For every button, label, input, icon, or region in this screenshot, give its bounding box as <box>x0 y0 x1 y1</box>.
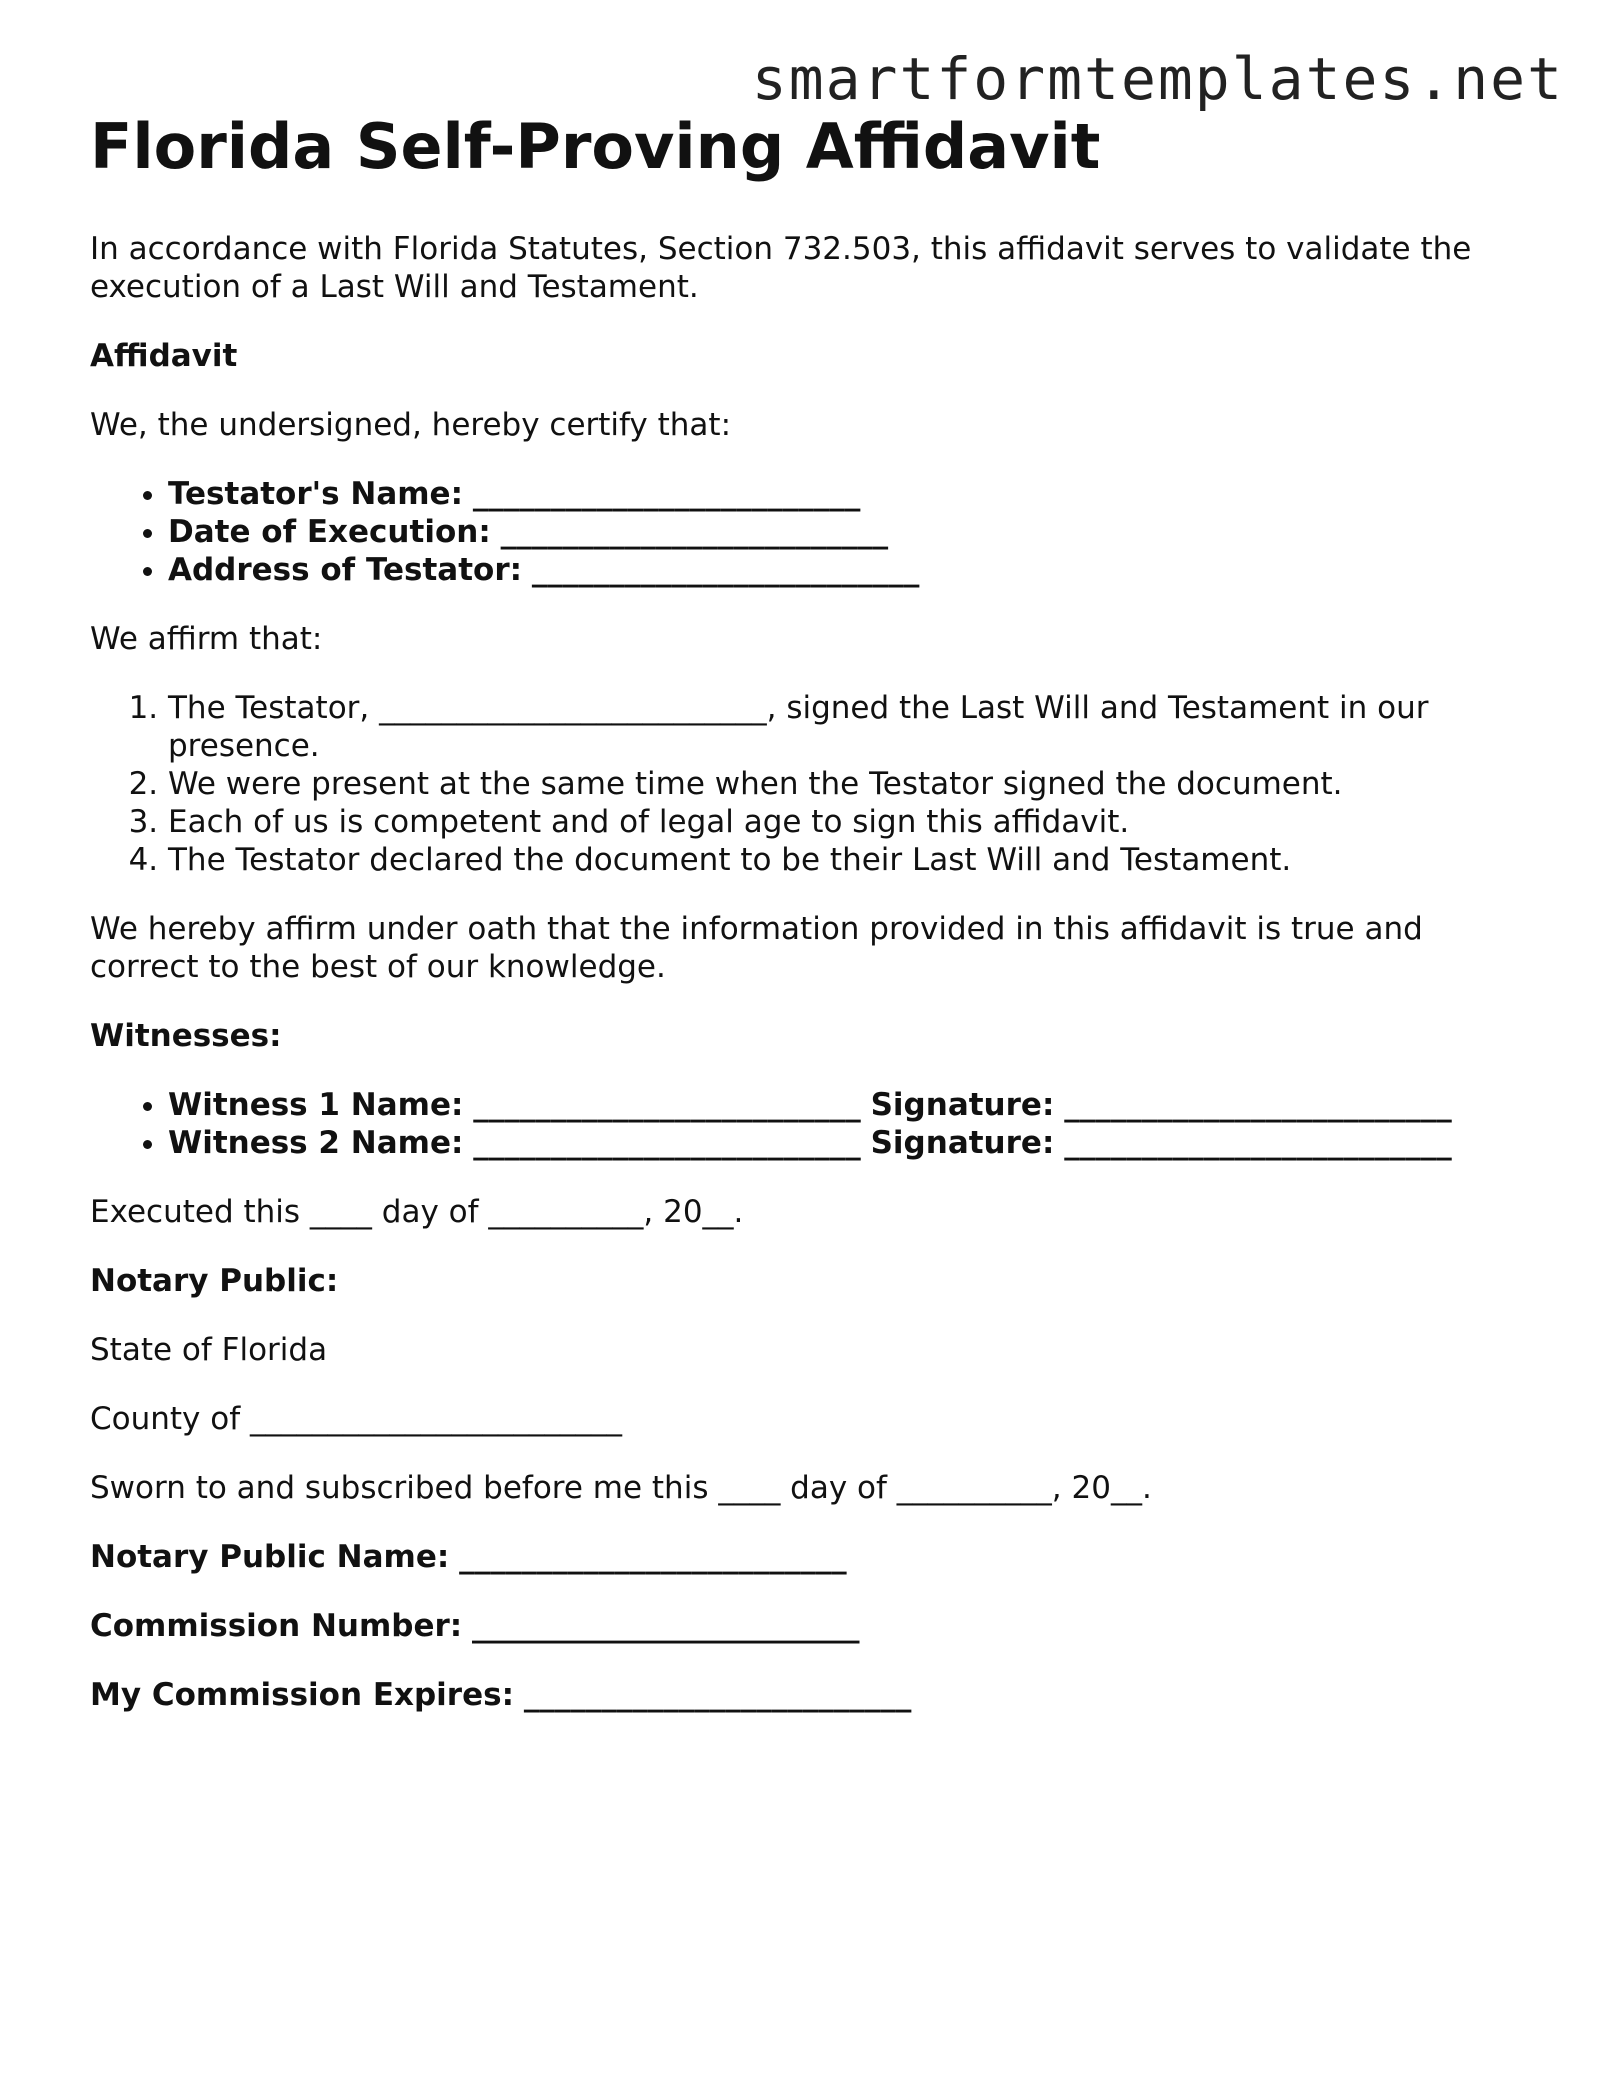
testator-name-label: Testator's Name: <box>168 476 463 512</box>
executed-line: Executed this ____ day of __________, 20__. <box>90 1194 744 1230</box>
county-line: County of ________________________ <box>90 1401 622 1437</box>
affirmation-item: 1. The Testator, _________________________, signed the Last Will and Testament in our presence. <box>168 689 1530 765</box>
certify-text: We, the undersigned, hereby certify that: <box>90 407 732 443</box>
commission-expires-label: My Commission Expires: <box>90 1677 514 1713</box>
oath-paragraph: We hereby affirm under oath that the information provided in this affidavit is true and correct to the best of our knowledge. <box>90 911 1423 985</box>
certify-field-list <box>90 475 1530 589</box>
list-item <box>168 551 1530 589</box>
notary-name-label: Notary Public Name: <box>90 1539 450 1575</box>
commission-expires-line <box>90 1676 1530 1714</box>
testator-address-blank[interactable]: _________________________ <box>531 552 920 588</box>
witness-2-name-label: Witness 2 Name: <box>168 1125 464 1161</box>
date-of-execution-blank[interactable]: _________________________ <box>500 514 889 550</box>
witness-2-signature-label: Signature: <box>870 1125 1055 1161</box>
witness-2-name-blank[interactable]: _________________________ <box>473 1125 861 1161</box>
notary-name-line <box>90 1538 1530 1576</box>
testator-name-blank[interactable]: _________________________ <box>472 476 861 512</box>
witness-1-name-blank[interactable]: _________________________ <box>473 1087 861 1123</box>
list-item <box>168 1086 1530 1124</box>
watermark: smartformtemplates.net <box>751 45 1564 113</box>
affirmation-list <box>90 689 1530 879</box>
page-title: Florida Self-Proving Affidavit <box>90 110 1101 183</box>
testator-address-label: Address of Testator: <box>168 552 523 588</box>
list-item <box>168 1124 1530 1162</box>
state-line: State of Florida <box>90 1332 328 1368</box>
commission-number-label: Commission Number: <box>90 1608 463 1644</box>
list-item <box>168 475 1530 513</box>
notary-name-blank[interactable]: _________________________ <box>459 1539 847 1575</box>
list-item <box>168 513 1530 551</box>
affirm-intro: We affirm that: <box>90 621 323 657</box>
document-body <box>90 230 1530 1745</box>
witness-1-signature-label: Signature: <box>870 1087 1055 1123</box>
affirmation-item: 2. We were present at the same time when the Testator signed the document. <box>168 765 1530 803</box>
witnesses-heading: Witnesses: <box>90 1018 282 1054</box>
commission-expires-blank[interactable]: _________________________ <box>523 1677 912 1713</box>
sworn-line: Sworn to and subscribed before me this ____ day of __________, 20__. <box>90 1470 1152 1506</box>
witness-list <box>90 1086 1530 1162</box>
commission-number-line <box>90 1607 1530 1645</box>
affirmation-item: 3. Each of us is competent and of legal age to sign this affidavit. <box>168 803 1530 841</box>
intro-paragraph: In accordance with Florida Statutes, Section 732.503, this affidavit serves to validate the execution of a Last Will and Testament. <box>90 231 1472 305</box>
witness-1-name-label: Witness 1 Name: <box>168 1087 464 1123</box>
witness-2-signature-blank[interactable]: _________________________ <box>1064 1125 1452 1161</box>
witness-1-signature-blank[interactable]: _________________________ <box>1064 1087 1452 1123</box>
commission-number-blank[interactable]: _________________________ <box>472 1608 860 1644</box>
affidavit-heading: Affidavit <box>90 338 238 374</box>
date-of-execution-label: Date of Execution: <box>168 514 491 550</box>
notary-heading: Notary Public: <box>90 1263 339 1299</box>
affirmation-item: 4. The Testator declared the document to be their Last Will and Testament. <box>168 841 1530 879</box>
